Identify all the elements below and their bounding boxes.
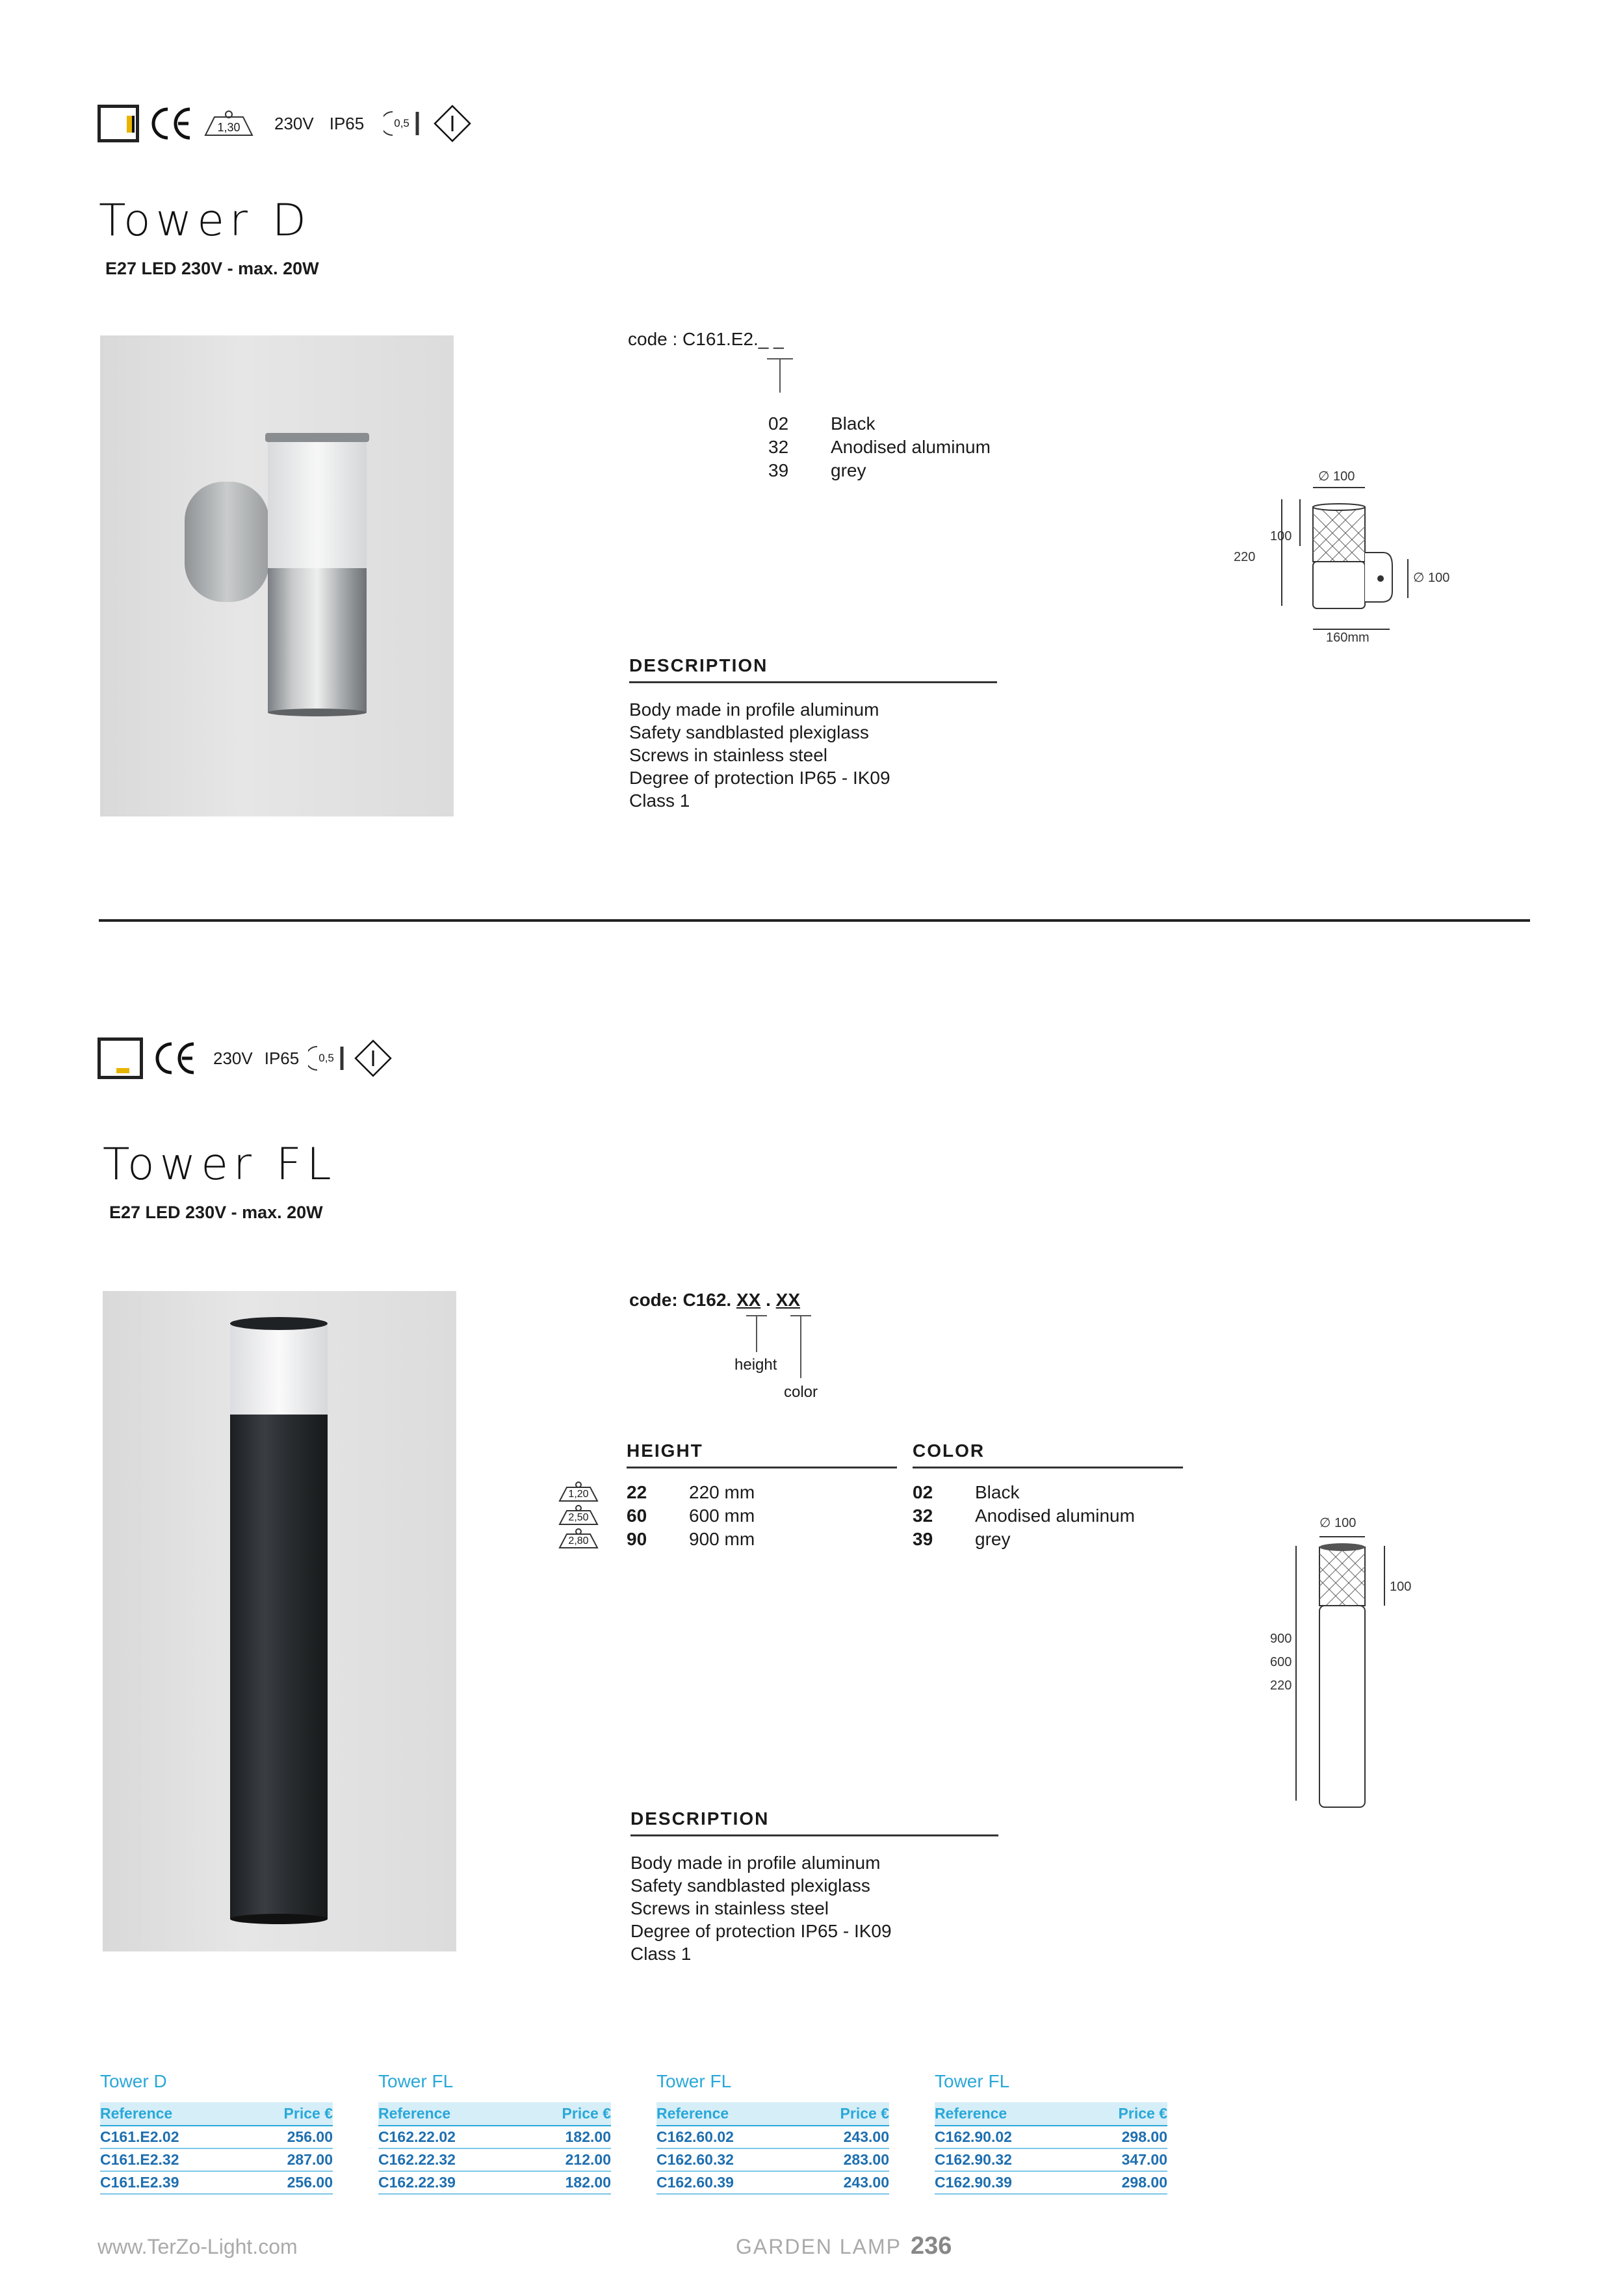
dimension-lines-icon [1222, 468, 1469, 650]
dim-height-900: 900 [1270, 1632, 1292, 1646]
price-table-block [935, 2071, 1167, 2195]
class-box-icon [97, 105, 139, 142]
description-line: Body made in profile aluminum [629, 699, 879, 720]
tower-fl-lamp-image [103, 1291, 456, 1951]
footer-page-info [736, 2232, 952, 2260]
price-table-title: Tower D [100, 2071, 167, 2091]
cell-price: 287.00 [244, 2148, 333, 2171]
color-option [913, 1481, 1135, 1504]
table-row [378, 2171, 611, 2194]
color-option [913, 1504, 1135, 1528]
table-row [100, 2148, 333, 2171]
voltage-label: 230V [213, 1048, 253, 1068]
table-row [378, 2126, 611, 2148]
price-table-block [378, 2071, 611, 2195]
code-pointer-icon [764, 356, 796, 395]
dim-diameter-top: ∅ 100 [1319, 1516, 1357, 1530]
color-option [768, 459, 991, 482]
code-separator: . [760, 1290, 776, 1310]
cell-reference: C162.60.39 [656, 2171, 799, 2194]
height-value: 220 mm [689, 1482, 755, 1502]
cell-price: 347.00 [1077, 2148, 1167, 2171]
color-option [768, 436, 991, 459]
code-height-placeholder: XX [736, 1290, 761, 1310]
height-value: 600 mm [689, 1506, 755, 1526]
beam-badge [383, 109, 420, 138]
height-ratio-value: 1,20 [568, 1489, 589, 1500]
color-name: Anodised aluminum [975, 1506, 1135, 1526]
cell-reference: C162.90.32 [935, 2148, 1077, 2171]
impact-diamond-icon [354, 1039, 393, 1078]
beam-badge [308, 1044, 344, 1073]
dim-diameter-side: ∅ 100 [1413, 571, 1450, 585]
height-option [558, 1504, 755, 1528]
table-row [378, 2148, 611, 2171]
header-price: Price € [521, 2102, 611, 2126]
header-price: Price € [799, 2102, 889, 2126]
table-row [935, 2148, 1167, 2171]
price-table [656, 2102, 889, 2195]
cert-row-tower-fl [97, 1037, 393, 1079]
description-tower-fl [630, 1851, 892, 1965]
cell-price: 256.00 [244, 2171, 333, 2194]
description-line: Screws in stainless steel [630, 1898, 829, 1918]
color-name: grey [831, 460, 866, 480]
table-header-row [100, 2102, 333, 2126]
ip-label: IP65 [329, 113, 365, 133]
table-row [656, 2126, 889, 2148]
table-header-row [656, 2102, 889, 2126]
price-table [378, 2102, 611, 2195]
tower-fl-photo [103, 1291, 456, 1951]
class-box-icon [97, 1037, 143, 1079]
cell-reference: C162.60.32 [656, 2148, 799, 2171]
color-options-tower-fl [913, 1481, 1135, 1551]
ratio-value: 1,30 [217, 121, 240, 134]
price-table-title: Tower FL [935, 2071, 1010, 2091]
description-line: Safety sandblasted plexiglass [629, 722, 869, 742]
color-name: Black [975, 1482, 1020, 1502]
product-code-tower-d: code : C161.E2._ _ [628, 329, 784, 349]
height-code: 60 [627, 1506, 647, 1526]
price-table [935, 2102, 1167, 2195]
header-reference: Reference [378, 2102, 521, 2126]
height-options [558, 1481, 755, 1551]
dim-height-total: 220 [1234, 550, 1256, 564]
description-line: Degree of protection IP65 - IK09 [629, 768, 890, 788]
dim-height-head: 100 [1270, 529, 1292, 543]
description-line: Safety sandblasted plexiglass [630, 1875, 870, 1896]
cell-reference: C162.60.02 [656, 2126, 799, 2148]
description-tower-d [629, 698, 890, 812]
cell-reference: C162.90.39 [935, 2171, 1077, 2194]
voltage-label: 230V [274, 113, 314, 133]
cell-reference: C162.22.32 [378, 2148, 521, 2171]
cell-reference: C162.22.02 [378, 2126, 521, 2148]
height-ratio-badge [558, 1528, 599, 1547]
description-line: Degree of protection IP65 - IK09 [630, 1921, 892, 1941]
table-header-row [378, 2102, 611, 2126]
cell-price: 243.00 [799, 2126, 889, 2148]
height-option [558, 1481, 755, 1504]
table-row [656, 2171, 889, 2194]
description-line: Screws in stainless steel [629, 745, 828, 765]
code-color-placeholder: XX [775, 1290, 801, 1310]
dim-height-head: 100 [1390, 1580, 1412, 1594]
tower-fl-dimension-drawing [1254, 1515, 1423, 1820]
ratio-badge [203, 109, 255, 138]
price-table-title: Tower FL [378, 2071, 454, 2091]
cell-price: 298.00 [1077, 2171, 1167, 2194]
label-color: color [784, 1383, 818, 1401]
height-ratio-value: 2,50 [568, 1512, 589, 1523]
height-title: HEIGHT [627, 1441, 897, 1468]
color-name: Anodised aluminum [831, 437, 991, 457]
header-price: Price € [1077, 2102, 1167, 2126]
cell-reference: C162.22.39 [378, 2171, 521, 2194]
height-ratio-value: 2,80 [568, 1535, 589, 1546]
description-title-tower-d: DESCRIPTION [629, 655, 997, 683]
table-row [935, 2171, 1167, 2194]
color-code: 02 [768, 413, 789, 434]
cell-reference: C161.E2.02 [100, 2126, 244, 2148]
height-ratio-badge [558, 1481, 599, 1500]
header-reference: Reference [656, 2102, 799, 2126]
height-ratio-badge [558, 1504, 599, 1524]
cell-price: 298.00 [1077, 2126, 1167, 2148]
header-price: Price € [244, 2102, 333, 2126]
cell-price: 256.00 [244, 2126, 333, 2148]
color-title: COLOR [913, 1441, 1183, 1468]
tower-d-dimension-drawing [1222, 468, 1469, 650]
color-option [768, 412, 991, 436]
product-title-tower-fl: Tower FL [103, 1139, 337, 1190]
cell-reference: C161.E2.32 [100, 2148, 244, 2171]
table-row [100, 2171, 333, 2194]
color-option [913, 1528, 1135, 1551]
description-line: Class 1 [629, 790, 690, 811]
height-code: 90 [627, 1529, 647, 1549]
height-code: 22 [627, 1482, 647, 1502]
price-table [100, 2102, 333, 2195]
cert-row-tower-d [97, 104, 472, 143]
cell-reference: C162.90.02 [935, 2126, 1077, 2148]
ce-mark-icon [148, 104, 194, 143]
footer-website-link[interactable]: www.TerZo-Light.com [97, 2235, 298, 2258]
price-table-title: Tower FL [656, 2071, 732, 2091]
dim-diameter-top: ∅ 100 [1318, 469, 1355, 484]
beam-value: 0,5 [394, 117, 409, 129]
ip-label: IP65 [264, 1048, 300, 1068]
color-name: Black [831, 413, 876, 434]
description-title-tower-fl: DESCRIPTION [630, 1808, 998, 1836]
description-line: Body made in profile aluminum [630, 1853, 881, 1873]
cell-price: 182.00 [521, 2171, 611, 2194]
height-value: 900 mm [689, 1529, 755, 1549]
impact-diamond-icon [433, 104, 472, 143]
beam-value: 0,5 [318, 1052, 334, 1064]
dim-width: 160mm [1326, 631, 1370, 645]
cell-reference: C161.E2.39 [100, 2171, 244, 2194]
table-row [656, 2148, 889, 2171]
code-prefix: code: C162. [629, 1290, 732, 1310]
product-title-tower-d: Tower D [99, 195, 311, 246]
cell-price: 182.00 [521, 2126, 611, 2148]
table-row [100, 2126, 333, 2148]
color-code: 39 [768, 460, 789, 480]
product-subtitle-tower-d: E27 LED 230V - max. 20W [105, 259, 319, 278]
dim-height-600: 600 [1270, 1655, 1292, 1669]
color-code: 32 [913, 1506, 933, 1526]
tower-d-photo [100, 335, 454, 816]
color-code: 39 [913, 1529, 933, 1549]
ce-mark-icon [152, 1039, 198, 1078]
price-table-block [656, 2071, 889, 2195]
table-row [935, 2126, 1167, 2148]
header-reference: Reference [100, 2102, 244, 2126]
tower-d-lamp-image [100, 335, 454, 816]
product-code-tower-fl [629, 1290, 800, 1311]
page-number: 236 [910, 2232, 952, 2260]
header-reference: Reference [935, 2102, 1077, 2126]
cell-price: 283.00 [799, 2148, 889, 2171]
color-name: grey [975, 1529, 1011, 1549]
table-header-row [935, 2102, 1167, 2126]
product-subtitle-tower-fl: E27 LED 230V - max. 20W [109, 1203, 323, 1222]
price-table-block [100, 2071, 333, 2195]
color-options-tower-d [768, 412, 991, 482]
cell-price: 212.00 [521, 2148, 611, 2171]
description-line: Class 1 [630, 1944, 692, 1964]
label-height: height [734, 1356, 777, 1374]
color-code: 32 [768, 437, 789, 457]
color-code: 02 [913, 1482, 933, 1502]
height-option [558, 1528, 755, 1551]
section-divider [99, 919, 1530, 922]
cell-price: 243.00 [799, 2171, 889, 2194]
footer-category: GARDEN LAMP [736, 2235, 902, 2258]
dim-height-220: 220 [1270, 1678, 1292, 1693]
